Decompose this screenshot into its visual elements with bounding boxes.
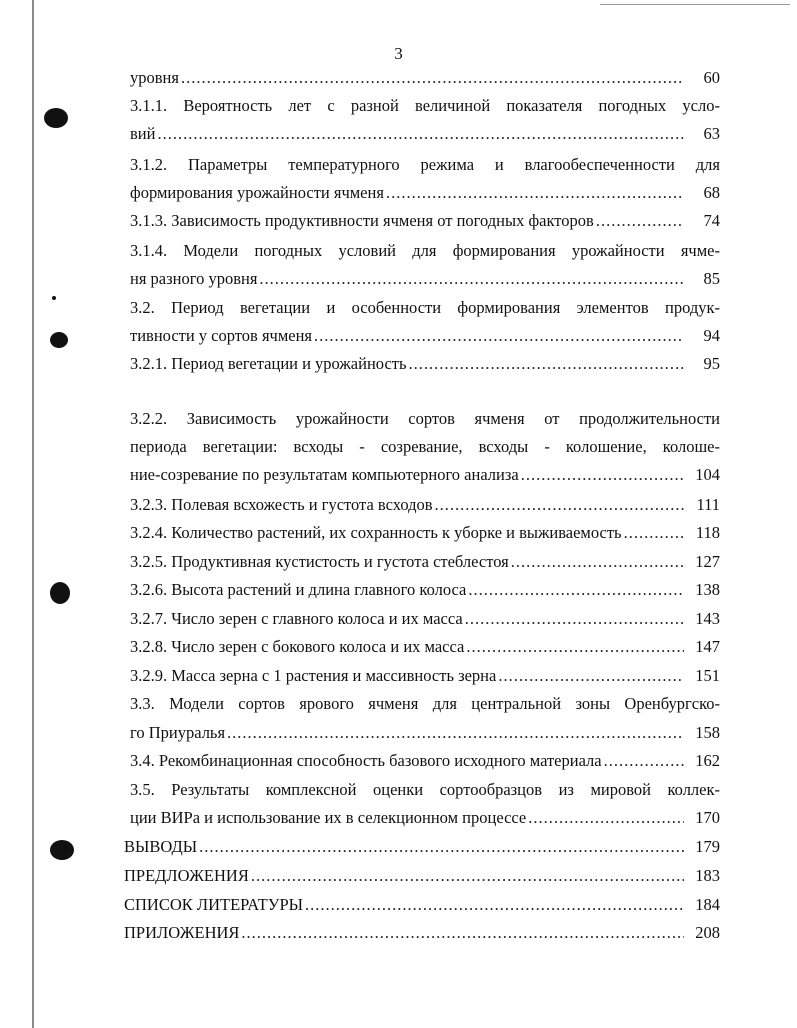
toc-leader-dots [468,580,684,600]
toc-entry-line [130,183,720,211]
toc-page-number: 68 [703,183,720,202]
toc-page-number: 143 [695,609,720,628]
toc-entry-text: 3.1.3. Зависимость продуктивности ячменя от погодных факторов [130,211,594,230]
toc-entry-line [130,523,720,551]
toc-entry-text: 3.2. Период вегетации и особенности формирования элементов продук- [130,298,720,317]
toc-entry-text: ние-созревание по результатам компьютерного анализа [130,465,519,484]
toc-page-number: 147 [695,637,720,656]
toc-entry-text: 3.3. Модели сортов ярового ячменя для центральной зоны Оренбургско- [130,694,720,713]
toc-leader-dots [528,808,684,828]
toc-entry-line [130,96,720,124]
toc-leader-dots [604,751,684,771]
toc-leader-dots [199,837,684,857]
ink-blot [44,108,68,128]
toc-entry-text: СПИСОК ЛИТЕРАТУРЫ [124,895,304,914]
toc-entry-line [130,68,720,96]
toc-entry-line [130,751,720,779]
toc-page-number: 85 [703,269,720,288]
toc-entry-line [130,666,720,694]
toc-leader-dots [181,68,684,88]
toc-entry-line [130,694,720,722]
toc-page-number: 184 [695,895,720,914]
toc-entry-text: ПРИЛОЖЕНИЯ [124,923,240,942]
toc-entry-line [130,723,720,751]
toc-entry-text: го Приуралья [130,723,226,742]
toc-entry-text: ВЫВОДЫ [124,837,198,856]
toc-page-number: 118 [695,523,720,542]
toc-entry-text: уровня [130,68,179,87]
toc-leader-dots [227,723,684,743]
toc-page-number: 208 [695,923,720,942]
toc-leader-dots [498,666,684,686]
toc-entry-line [130,495,720,523]
toc-page-number: 104 [695,465,720,484]
toc-entry-line [130,241,720,269]
toc-entry-text: ПРЕДЛОЖЕНИЯ [124,866,249,885]
toc-page-number: 111 [696,495,720,514]
toc-entry-line [130,580,720,608]
toc-leader-dots [314,326,684,346]
toc-entry-text: 3.1.4. Модели погодных условий для формирования урожайности ячме- [130,241,720,260]
toc-entry-text: 3.2.6. Высота растений и длина главного колоса [130,580,467,599]
toc-entry-text: 3.2.5. Продуктивная кустистость и густота стеблестоя [130,552,509,571]
toc-entry-text: 3.1.2. Параметры температурного режима и влагообеспеченности для [130,155,720,174]
toc-entry-text: 3.2.2. Зависимость урожайности сортов ячменя от продолжительности [130,409,720,428]
toc-entry-text: периода вегетации: всходы - созревание, всходы - колошение, колоше- [130,437,720,456]
ink-blot [50,840,74,860]
toc-entry-line [130,409,720,437]
toc-leader-dots [624,523,684,543]
toc-entry-line [130,354,720,382]
toc-entry-text: ции ВИРа и использование их в селекционном процессе [130,808,527,827]
toc-entry-text: формирования урожайности ячменя [130,183,384,202]
toc-leader-dots [241,923,684,943]
toc-entry-line [130,155,720,183]
toc-page-number: 74 [703,211,720,230]
toc-entry-line [130,211,720,239]
scan-top-line [600,4,790,5]
scan-edge-line [32,0,34,1028]
ink-blot [50,332,68,348]
toc-leader-dots [386,183,684,203]
toc-entry-text: 3.5. Результаты комплексной оценки сортообразцов из мировой коллек- [130,780,720,799]
toc-entry-line [124,923,720,951]
toc-entry-line [130,552,720,580]
toc-page-number: 94 [703,326,720,345]
toc-entry-line [130,808,720,836]
toc-entry-line [124,837,720,865]
toc-entry-line [130,780,720,808]
toc-entry-text: 3.1.1. Вероятность лет с разной величиной показателя погодных усло- [130,96,720,115]
toc-entry-text: 3.2.4. Количество растений, их сохранность к уборке и выживаемость [130,523,622,542]
toc-entry-line [124,895,720,923]
toc-entry-line [130,269,720,297]
toc-entry-text: 3.2.9. Масса зерна с 1 растения и массивность зерна [130,666,497,685]
toc-leader-dots [305,895,684,915]
toc-leader-dots [157,124,684,144]
toc-page-number: 158 [695,723,720,742]
toc-entry-text: 3.2.1. Период вегетации и урожайность [130,354,407,373]
toc-leader-dots [511,552,684,572]
toc-leader-dots [251,866,684,886]
toc-leader-dots [521,465,684,485]
ink-blot [50,582,70,604]
toc-leader-dots [466,637,684,657]
toc-entry-text: тивности у сортов ячменя [130,326,313,345]
toc-entry-text: 3.2.7. Число зерен с главного колоса и их масса [130,609,463,628]
toc-entry-text: 3.4. Рекомбинационная способность базового исходного материала [130,751,602,770]
toc-page-number: 63 [703,124,720,143]
toc-entry-line [130,326,720,354]
toc-page-number: 183 [695,866,720,885]
toc-entry-line [130,437,720,465]
toc-leader-dots [409,354,684,374]
toc-entry-line [130,465,720,493]
toc-page-number: 127 [695,552,720,571]
toc-entry-text: ня разного уровня [130,269,258,288]
toc-page-number: 60 [703,68,720,87]
ink-speck [52,296,56,300]
toc-entry-text: вий [130,124,156,143]
toc-entry-line [130,609,720,637]
toc-entry-line [124,866,720,894]
toc-leader-dots [435,495,684,515]
toc-entry-line [130,298,720,326]
toc-entry-line [130,124,720,152]
page-number: 3 [394,44,403,63]
toc-page-number: 170 [695,808,720,827]
toc-page-number: 151 [695,666,720,685]
toc-leader-dots [465,609,684,629]
toc-page-number: 138 [695,580,720,599]
toc-leader-dots [596,211,684,231]
toc-entry-text: 3.2.3. Полевая всхожесть и густота всходов [130,495,433,514]
toc-page-number: 179 [695,837,720,856]
toc-page-number: 162 [695,751,720,770]
toc-entry-line [130,637,720,665]
toc-entry-text: 3.2.8. Число зерен с бокового колоса и их масса [130,637,465,656]
toc-page-number: 95 [703,354,720,373]
toc-leader-dots [259,269,684,289]
